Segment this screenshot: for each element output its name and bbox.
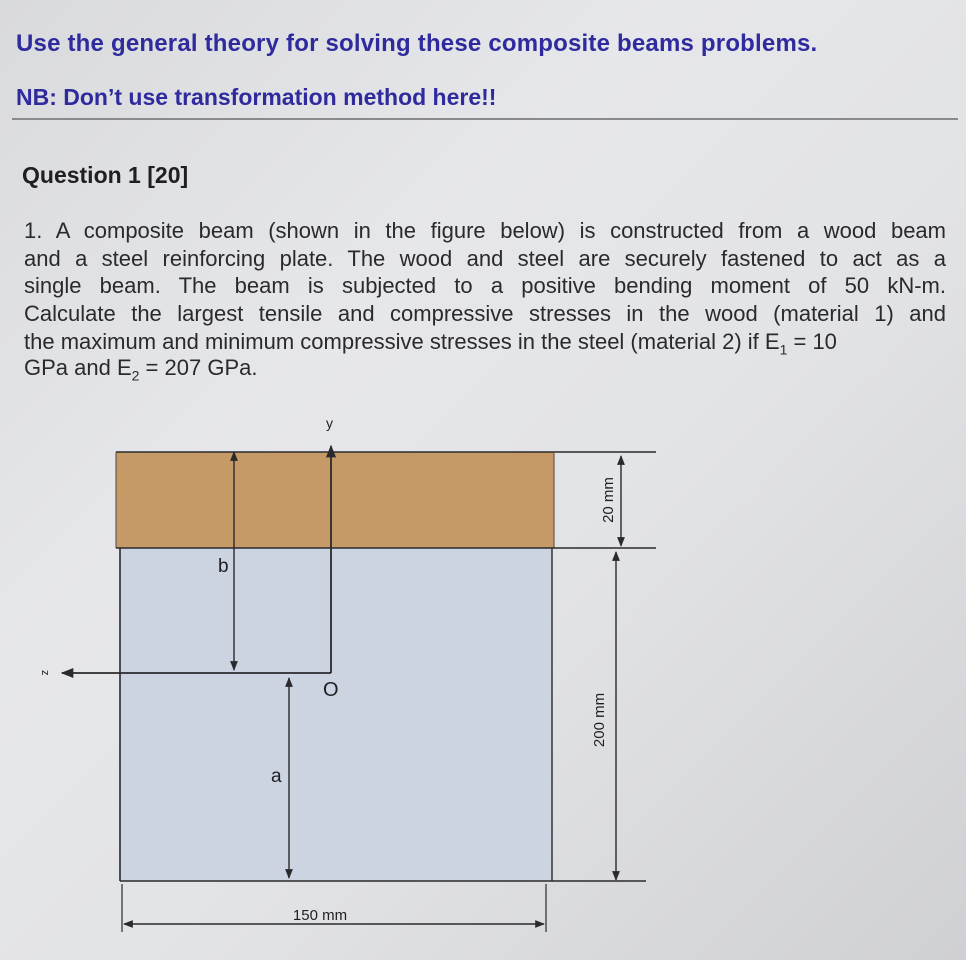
dimension-b-label: b [218, 556, 229, 577]
width-label: 150 mm [292, 907, 348, 924]
question-line-5-text: the maximum and minimum compressive stresses in the steel (material 2) if E [24, 329, 780, 354]
wood-height-label: 200 mm [591, 692, 608, 748]
steel-plate [116, 452, 554, 548]
question-line-1: 1. A composite beam (shown in the figure below) is constructed from a wood beam [24, 218, 946, 243]
question-line-4: Calculate the largest tensile and compressive stresses in the wood (material 1) and [24, 301, 946, 326]
question-line-3: single beam. The beam is subjected to a positive bending moment of 50 kN-m. [24, 273, 946, 298]
dimension-a-label: a [271, 766, 282, 787]
e2-subscript: 2 [131, 367, 140, 384]
e1-subscript: 1 [779, 341, 788, 358]
e2-value: = 207 GPa. [139, 355, 258, 380]
question-line-6-text: GPa and E [24, 355, 132, 380]
question-heading: Question 1 [20] [22, 162, 189, 188]
z-axis-label: z [39, 670, 51, 676]
e1-value: = 10 [787, 329, 837, 354]
header-divider [12, 118, 958, 120]
question-line-6 [24, 355, 946, 388]
steel-height-label: 20 mm [600, 477, 617, 523]
origin-label: O [323, 679, 339, 701]
y-axis-label: y [326, 415, 333, 431]
instruction-title: Use the general theory for solving these composite beams problems. [16, 30, 818, 57]
question-line-2: and a steel reinforcing plate. The wood and steel are securely fastened to act as a [24, 246, 946, 271]
wood-section [120, 548, 552, 881]
instruction-note: NB: Don’t use transformation method here!! [16, 84, 497, 110]
composite-beam-figure [0, 400, 966, 960]
